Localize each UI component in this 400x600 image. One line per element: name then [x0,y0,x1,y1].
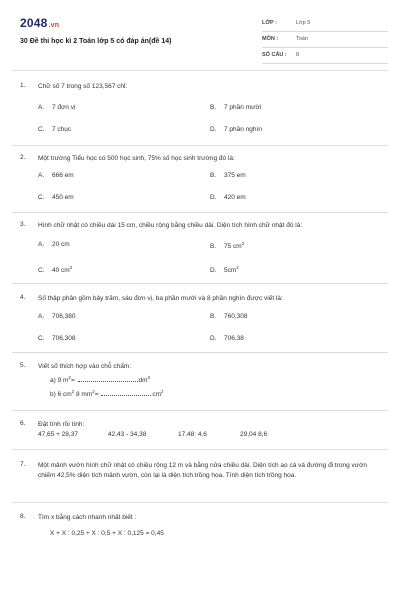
option-b[interactable] [210,104,261,111]
option-text: 760,308 [224,313,248,320]
option-b[interactable] [210,313,248,320]
option-label: C. [38,194,45,201]
option-text: 75 cm [224,243,242,251]
calc-1: 47,65 + 28,37 [38,431,78,438]
calc-3: 17,48: 4,6 [178,431,207,438]
option-c[interactable] [38,126,71,133]
sub-prefix: b) 6 cm [50,391,72,399]
equation: X + X : 0,25 + X : 0,5 + X : 0,125 = 0,45 [50,530,164,537]
meta-key: MÔN : [262,36,279,42]
option-text: 375 em [224,172,246,179]
option-c[interactable] [38,335,76,342]
question-divider [12,212,388,213]
question-divider [12,502,388,503]
meta-key: SỐ CÂU : [262,52,287,58]
exam-meta [262,18,388,66]
option-label: B. [210,313,217,320]
option-label: D. [210,194,217,201]
question-divider [12,449,388,450]
superscript: 2 [161,389,164,394]
question-number: 7. [20,461,26,468]
option-text: 7 phần nghìn [224,126,262,133]
question-number: 5. [20,362,26,369]
option-text: 5cm [224,267,237,275]
superscript: 2 [69,265,73,270]
meta-row-count [262,50,388,64]
option-label: B. [210,243,217,251]
option-text: 20 cm [52,241,70,248]
option-text: 666 em [52,172,74,179]
superscript: 2 [236,265,239,270]
question-text: Hình chữ nhật có chiều dài 15 cm, chiều rộng bằng chiều dài. Diện tích hình chữ nhật đó là: [38,222,303,229]
question-2 [20,154,380,214]
option-d[interactable] [210,335,244,342]
meta-value: Lớp 5 [296,20,311,26]
option-b[interactable] [210,172,246,179]
question-text: Số thập phân gồm bảy trăm, sáu đơn vị, ba phần mười và 8 phần nghìn được viết là: [38,295,283,302]
question-divider [12,283,388,284]
fill-in-a [50,375,150,384]
option-label: C. [38,126,45,133]
sub-unit: dm [138,377,148,385]
question-divider [12,352,388,353]
question-3 [20,221,380,281]
question-6 [20,420,380,448]
question-number: 3. [20,221,26,228]
question-text: Một trường Tiểu học có 500 học sinh, 75% số học sinh trường đó là: [38,155,235,162]
question-number: 1. [20,82,26,89]
superscript: 2 [68,375,71,380]
question-1 [20,82,380,142]
header-divider [12,70,388,71]
question-text: Tìm x bằng cách nhanh nhất biết : [38,514,137,521]
question-divider [12,410,388,411]
question-divider [12,145,388,146]
option-text: 7 chục [52,126,72,133]
superscript: 2 [71,389,75,394]
option-b[interactable] [210,241,244,250]
question-text: Một mảnh vườn hình chữ nhật có chiều rộng 12 m và bằng nửa chiều dài. Diện tích ao cá và đường đi trong vườn chiếm 42,5% diện tích mảnh vườn, còn lại là diện tích trồng hoa. Tính diện tích trồng hoa. [38,462,368,479]
option-label: A. [38,241,45,248]
superscript: 2 [92,389,95,394]
meta-row-subject [262,34,388,48]
option-a[interactable] [38,313,76,320]
exam-header [12,10,388,70]
calc-2: 42,43 - 34,38 [108,431,147,438]
option-label: D. [210,335,217,342]
calc-4: 29,04 8,6 [240,431,268,438]
question-8 [20,513,380,553]
option-d[interactable] [210,265,239,274]
sub-mid: = [70,377,77,385]
option-d[interactable] [210,126,262,133]
option-text: 706,308 [52,335,76,342]
sub-mid: 8 mm [74,391,93,399]
option-text: 40 cm [52,267,70,275]
meta-value: Toán [296,36,308,42]
option-label: A. [38,313,45,320]
question-number: 6. [20,420,26,427]
question-text: Viết số thích hợp vào chỗ chấm: [38,363,132,370]
sub-mid2: = [94,391,101,399]
fill-in-b [50,389,164,398]
logo-tld: .vn [48,22,60,29]
option-label: A. [38,104,45,111]
option-label: C. [38,335,45,342]
superscript: 2 [241,241,245,246]
option-c[interactable] [38,265,72,274]
site-logo[interactable] [20,16,59,30]
logo-main: 2048 [20,16,48,30]
question-number: 4. [20,294,26,301]
option-label: A. [38,172,45,179]
document-title: 30 Đề thi học kì 2 Toán lớp 5 có đáp án(đề 14) [20,38,172,45]
option-text: 706,38 [224,335,244,342]
option-label: D. [210,126,217,133]
option-label: D. [210,267,217,275]
option-text: 7 đơn vị [52,104,76,111]
question-number: 2. [20,154,26,161]
question-5 [20,362,380,410]
meta-value: 8 [296,52,300,58]
option-text: 7 phần mười [224,104,262,111]
question-text: Đặt tính rồi tính: [38,421,85,428]
superscript: 2 [147,375,151,380]
sub-unit: cm [152,391,162,399]
meta-row-class [262,18,388,32]
option-a[interactable] [38,241,70,248]
option-label: C. [38,267,45,275]
option-text: 420 em [224,194,246,201]
option-a[interactable] [38,172,74,179]
question-text: Chữ số 7 trong số 123,567 chỉ: [38,83,128,90]
meta-key: LỚP : [262,20,277,26]
question-4 [20,294,380,354]
option-a[interactable] [38,104,75,111]
option-c[interactable] [38,194,74,201]
option-d[interactable] [210,194,246,201]
option-label: B. [210,104,217,111]
option-text: 450 em [52,194,74,201]
answer-blank[interactable] [78,375,138,382]
option-text: 706,380 [52,313,76,320]
option-label: B. [210,172,217,179]
answer-blank[interactable] [101,389,151,396]
sub-prefix: a) 9 m [50,377,69,385]
question-7 [20,461,380,501]
question-number: 8. [20,513,26,520]
